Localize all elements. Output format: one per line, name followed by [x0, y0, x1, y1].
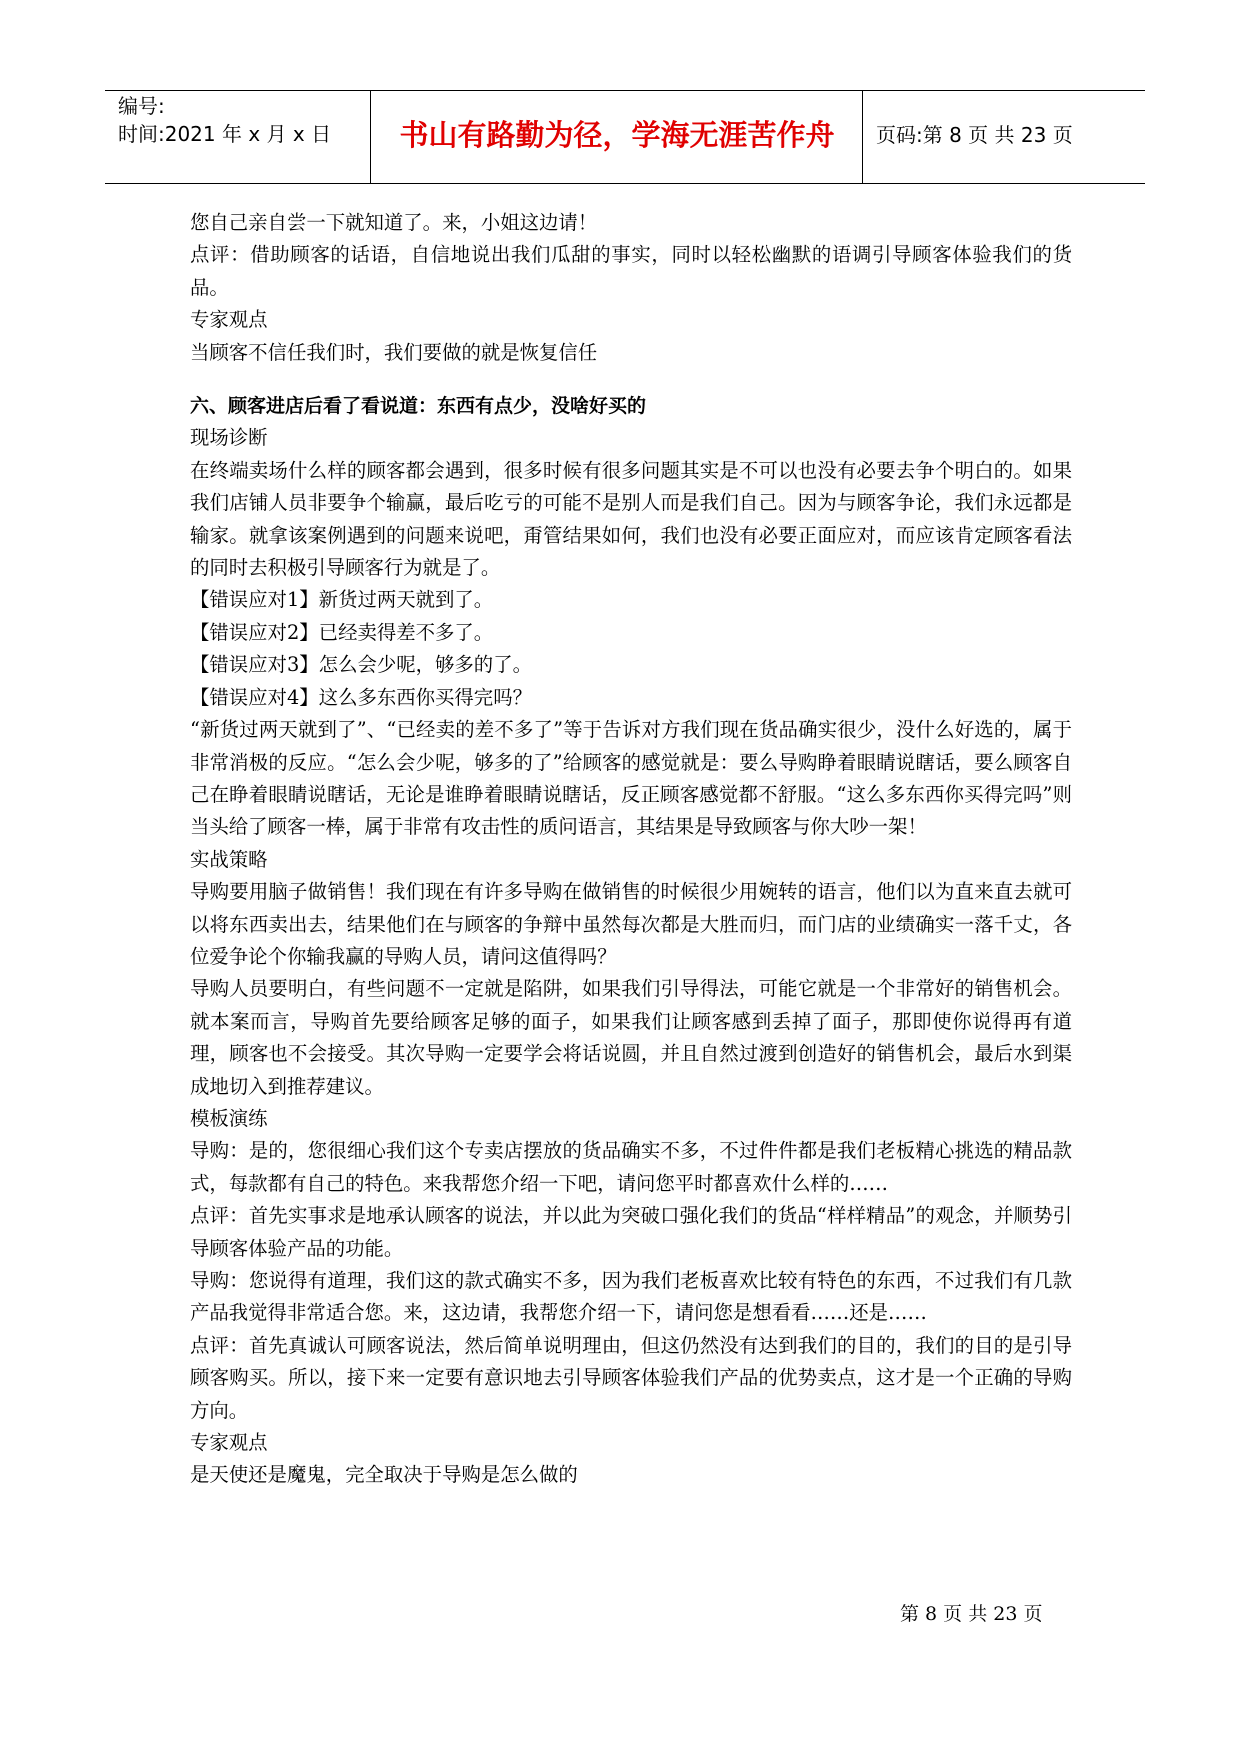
- header-divider-right: [862, 90, 863, 184]
- header-bottom-rule: [105, 183, 1145, 184]
- subheading: 实战策略: [190, 847, 268, 871]
- paragraph: 导购：是的，您很细心我们这个专卖店摆放的货品确实不多，不过件件都是我们老板精心挑选的精品款式，每款都有自己的特色。来我帮您介绍一下吧，请问您平时都喜欢什么样的……: [190, 1139, 1072, 1195]
- paragraph: 点评：借助顾客的话语，自信地说出我们瓜甜的事实，同时以轻松幽默的语调引导顾客体验我们的货品。: [190, 243, 1072, 299]
- subheading: 现场诊断: [190, 426, 268, 450]
- wrong-response-item: 【错误应对2】已经卖得差不多了。: [190, 620, 494, 644]
- document-time-label: 时间:2021 年 x 月 x 日: [118, 122, 332, 146]
- subheading: 专家观点: [190, 1431, 268, 1455]
- paragraph: 点评：首先实事求是地承认顾客的说法，并以此为突破口强化我们的货品“样样精品”的观念，并顺势引导顾客体验产品的功能。: [190, 1204, 1072, 1260]
- subheading: 专家观点: [190, 308, 268, 332]
- paragraph: 导购要用脑子做销售！我们现在有许多导购在做销售的时候很少用婉转的语言，他们以为直来直去就可以将东西卖出去，结果他们在与顾客的争辩中虽然每次都是大胜而归，而门店的业绩确实一落千丈，各位爱争论个你输我赢的导购人员，请问这值得吗？: [190, 880, 1072, 968]
- paragraph: 点评：首先真诚认可顾客说法，然后简单说明理由，但这仍然没有达到我们的目的，我们的目的是引导顾客购买。所以，接下来一定要有意识地去引导顾客体验我们产品的优势卖点，这才是一个正确的导购方向。: [190, 1333, 1072, 1422]
- document-body: [190, 207, 1072, 1492]
- wrong-response-item: 【错误应对4】这么多东西你买得完吗？: [190, 685, 532, 709]
- paragraph: 导购：您说得有道理，我们这的款式确实不多，因为我们老板喜欢比较有特色的东西，不过我们有几款产品我觉得非常适合您。来，这边请，我帮您介绍一下，请问您是想看看……还是……: [190, 1269, 1072, 1325]
- paragraph: “新货过两天就到了”、“已经卖的差不多了”等于告诉对方我们现在货品确实很少，没什么好选的，属于非常消极的反应。“怎么会少呢，够多的了”给顾客的感觉就是：要么导购睁着眼睛说瞎话，要么顾客自己在睁着眼睛说瞎话，无论是谁睁着眼睛说瞎话，反正顾客感觉都不舒服。“这么多东西你买得完吗”则当头给了顾客一棒，属于非常有攻击性的质问语言，其结果是导致顾客与你大吵一架！: [190, 718, 1072, 839]
- header-divider-left: [370, 90, 371, 184]
- header-motto: 书山有路勤为径，学海无涯苦作舟: [399, 118, 835, 152]
- footer-page-number: 第 8 页 共 23 页: [900, 1603, 1043, 1625]
- paragraph: 当顾客不信任我们时，我们要做的就是恢复信任: [190, 340, 598, 364]
- subheading: 模板演练: [190, 1106, 268, 1130]
- wrong-response-item: 【错误应对3】怎么会少呢，够多的了。: [190, 653, 532, 677]
- header-top-rule: [105, 90, 1145, 91]
- paragraph: 您自己亲自尝一下就知道了。来，小姐这边请！: [190, 211, 598, 234]
- paragraph: 导购人员要明白，有些问题不一定就是陷阱，如果我们引导得法，可能它就是一个非常好的销售机会。就本案而言，导购首先要给顾客足够的面子，如果我们让顾客感到丢掉了面子，那即使你说得再有道理，顾客也不会接受。其次导购一定要学会将话说圆，并且自然过渡到创造好的销售机会，最后水到渠成地切入到推荐建议。: [190, 977, 1072, 1098]
- section-heading: 六、顾客进店后看了看说道：东西有点少，没啥好买的: [190, 395, 647, 418]
- header-meta: [118, 92, 331, 148]
- paragraph: 在终端卖场什么样的顾客都会遇到，很多时候有很多问题其实是不可以也没有必要去争个明白的。如果我们店铺人员非要争个输赢，最后吃亏的可能不是别人而是我们自己。因为与顾客争论，我们永远都是输家。就拿该案例遇到的问题来说吧，甭管结果如何，我们也没有必要正面应对，而应该肯定顾客看法的同时去积极引导顾客行为就是了。: [190, 458, 1072, 580]
- header-page-number: 页码:第 8 页 共 23 页: [876, 123, 1073, 147]
- document-number-label: 编号:: [118, 94, 165, 118]
- wrong-response-item: 【错误应对1】新货过两天就到了。: [190, 588, 494, 612]
- paragraph: 是天使还是魔鬼，完全取决于导购是怎么做的: [190, 1463, 578, 1487]
